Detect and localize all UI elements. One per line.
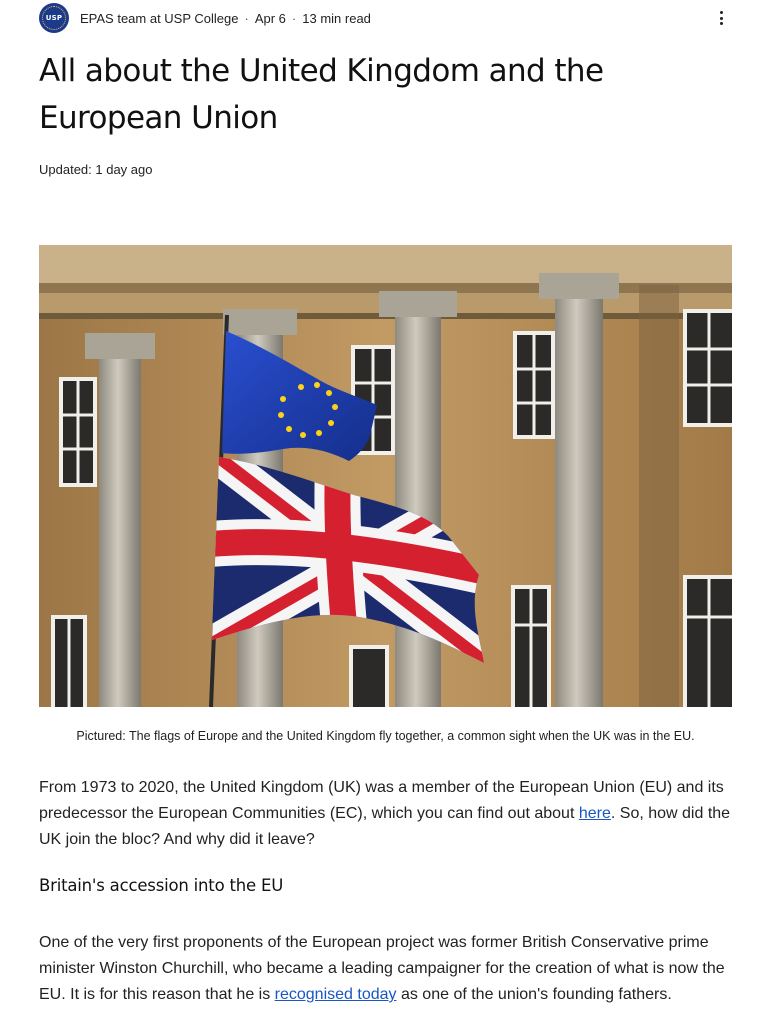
updated-timestamp: Updated: 1 day ago xyxy=(39,162,153,177)
cornice xyxy=(39,245,732,283)
meta-separator: · xyxy=(291,10,297,26)
post-date: Apr 6 xyxy=(254,10,286,26)
avatar-logo-text: USP xyxy=(45,14,63,22)
more-vertical-icon[interactable] xyxy=(717,9,725,27)
article-title: All about the United Kingdom and the European Union xyxy=(39,53,604,136)
paragraph-churchill: One of the very first proponents of the European project was former British Conservative prime minister Winston Churchill, who became a leading campaigner for the creation of what is now the EU. It is for this reason that he is recognised today as one of the union's founding fathers. xyxy=(39,934,725,1003)
post-header xyxy=(39,3,733,33)
author-avatar[interactable] xyxy=(39,3,69,33)
recognised-today-link[interactable]: recognised today xyxy=(274,986,397,1003)
post-meta xyxy=(80,11,371,26)
here-link[interactable]: here xyxy=(578,805,611,822)
hero-image-flags xyxy=(39,245,732,707)
section-heading: Britain's accession into the EU xyxy=(39,876,284,895)
paragraph-intro: From 1973 to 2020, the United Kingdom (UK) was a member of the European Union (EU) and its predecessor the European Communities (EC), which you can find out about here. So, how did the UK join the bloc? And why did it leave? xyxy=(39,779,731,848)
read-time: 13 min read xyxy=(302,10,371,26)
author-name[interactable]: EPAS team at USP College xyxy=(80,10,239,26)
image-caption: Pictured: The flags of Europe and the United Kingdom fly together, a common sight when the UK was in the EU. xyxy=(76,729,695,743)
meta-separator: · xyxy=(244,10,249,26)
